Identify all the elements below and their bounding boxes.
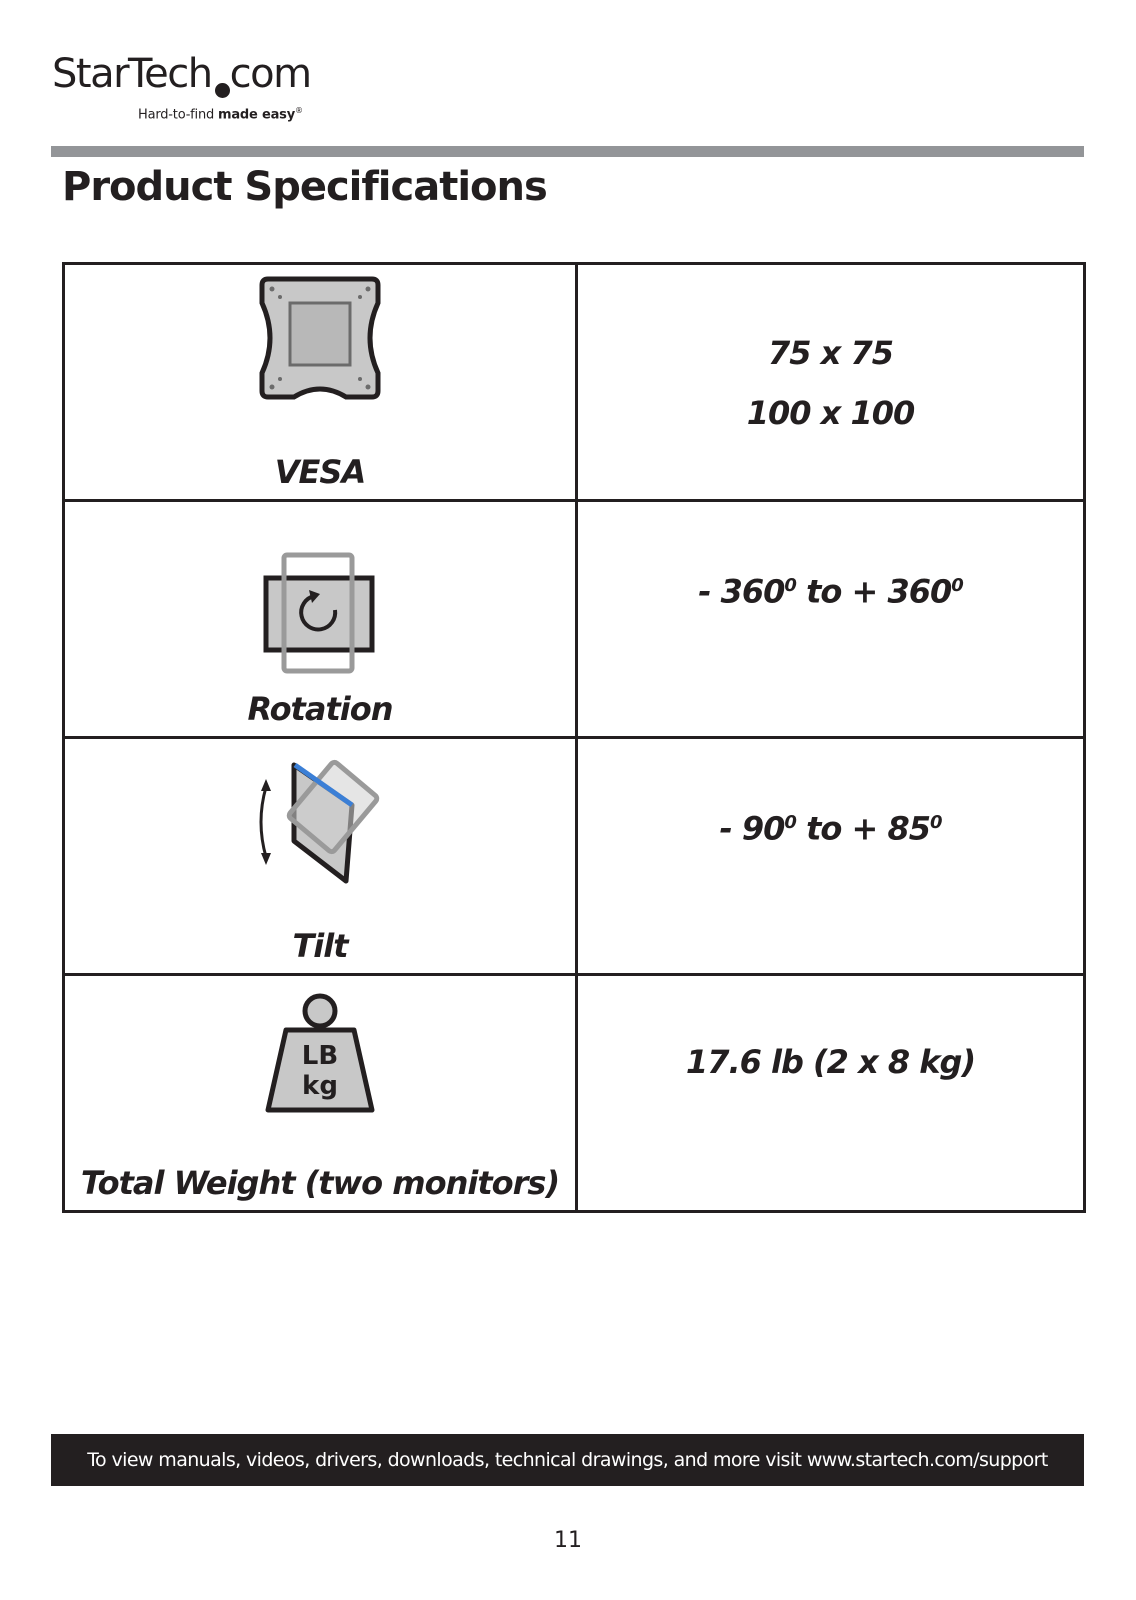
spec-value-line: 75 x 75 [768,334,893,372]
svg-text:LB: LB [301,1041,339,1071]
logo-tagline: Hard-to-find made easy® [138,106,303,123]
spec-value-cell [577,738,1085,975]
logo-dot-icon [215,83,230,98]
spec-value-cell [577,264,1085,501]
spec-label-cell [64,975,577,1212]
spec-label: Rotation [247,690,393,728]
startech-logo [52,50,322,130]
svg-text:kg: kg [302,1071,338,1101]
vesa-plate-icon [258,275,382,401]
spec-label: Total Weight (two monitors) [80,1164,560,1202]
page-title: Product Specifications [62,164,547,210]
spec-value: 17.6 lb (2 x 8 kg) [685,1043,976,1081]
weight-icon [262,992,378,1118]
page-number: 11 [554,1528,582,1553]
rotation-icon [262,550,378,674]
spec-row-rotation [64,501,1085,738]
specs-table [62,262,1086,1213]
spec-value-cell [577,501,1085,738]
spec-label-cell [64,501,577,738]
spec-value: - $90^0$ to + $85^0$ [719,809,942,848]
spec-row-vesa [64,264,1085,501]
header-rule [51,146,1084,157]
spec-row-weight [64,975,1085,1212]
spec-label-cell [64,738,577,975]
spec-value: - $360^0$ to + $360^0$ [698,572,963,611]
spec-row-tilt [64,738,1085,975]
spec-value-line: 100 x 100 [746,394,915,432]
spec-value-cell [577,975,1085,1212]
tilt-icon [258,757,382,887]
logo-wordmark: StarTech com [52,51,311,97]
support-footer: To view manuals, videos, drivers, downloads, technical drawings, and more visit www.startech.com/support [51,1434,1084,1486]
spec-label: VESA [274,453,366,491]
spec-value [578,265,1083,443]
spec-label: Tilt [292,927,348,965]
spec-label-cell [64,264,577,501]
